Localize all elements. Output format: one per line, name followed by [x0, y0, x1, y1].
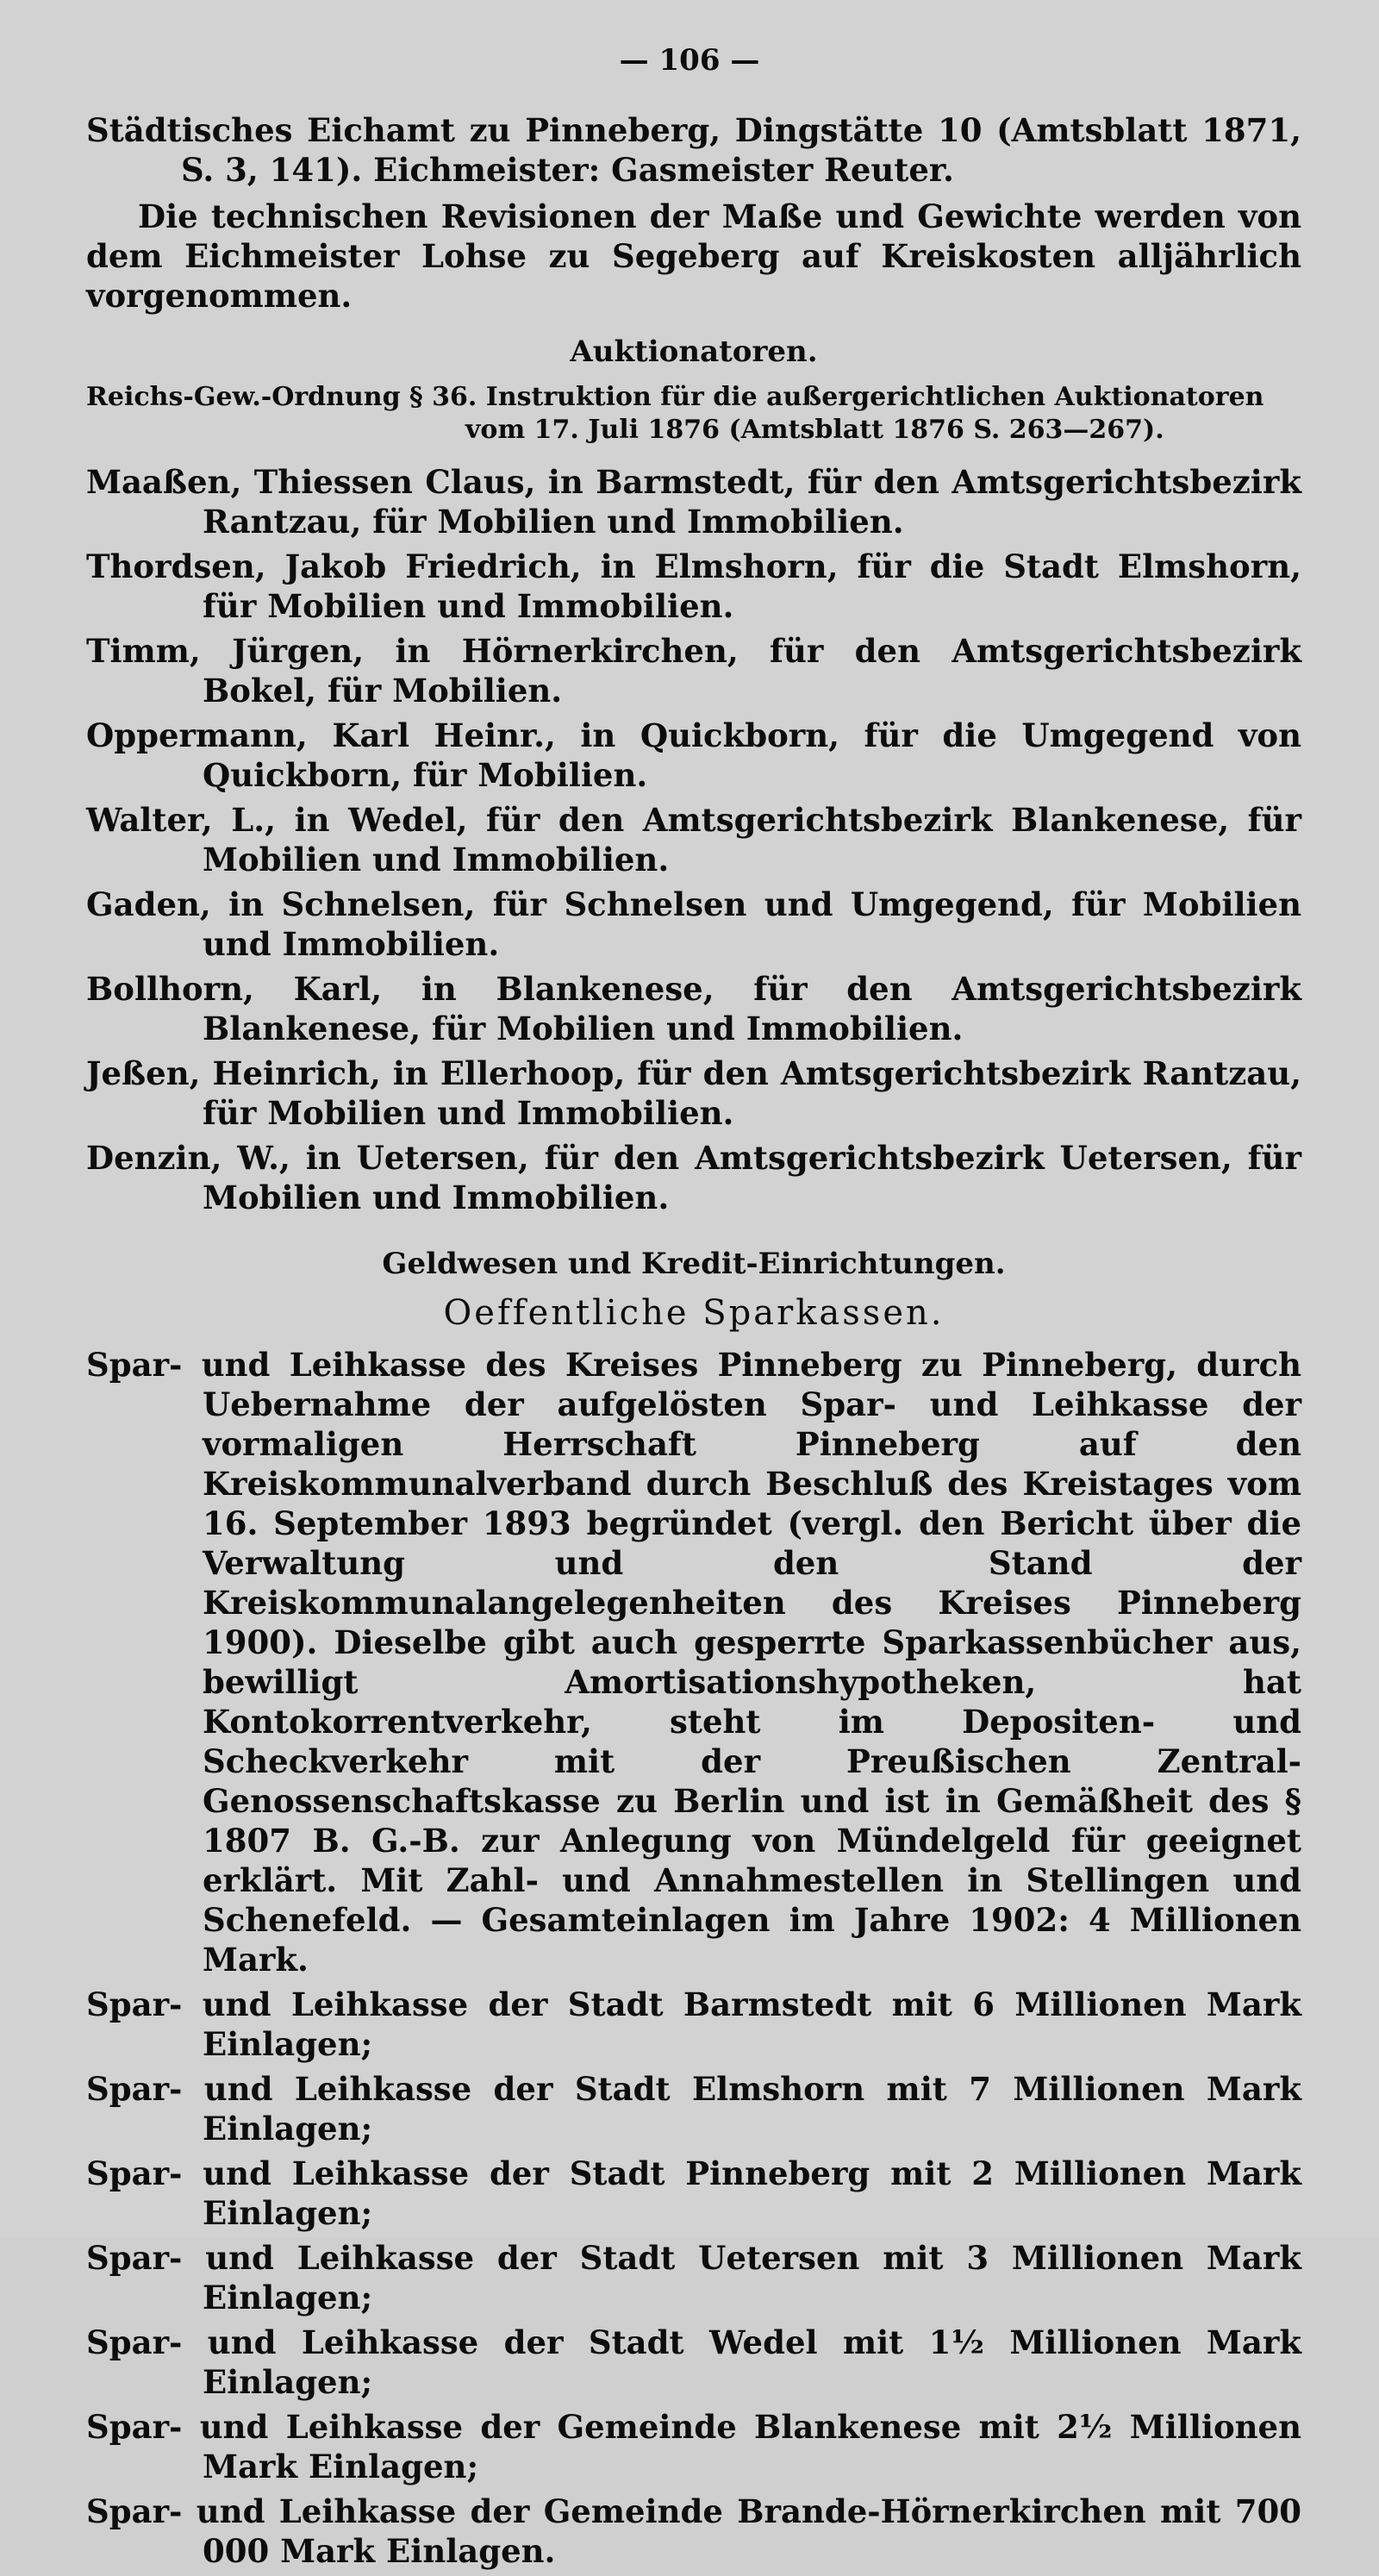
page-content — [86, 110, 1301, 2576]
list-item: Spar- und Leihkasse der Stadt Elmshorn mit 7 Millionen Mark Einlagen; — [86, 2070, 1301, 2148]
list-item: Gaden, in Schnelsen, für Schnelsen und Umgegend, für Mobilien und Immobilien. — [86, 885, 1301, 963]
page-number: — 106 — — [619, 43, 760, 78]
eichamt-entry: Städtisches Eichamt zu Pinneberg, Dingstätte 10 (Amtsblatt 1871, S. 3, 141). Eichmeister: Gasmeister Reuter. — [86, 111, 1301, 189]
kreissparkasse-entry: Spar- und Leihkasse des Kreises Pinneberg zu Pinneberg, durch Uebernahme der aufgelösten Spar- und Leihkasse der vormaligen Herrschaft Pinneberg auf den Kreiskommunalverband durch Beschluß des Kreistages vom 16. September 1893 begründet (vergl. den Bericht über die Verwaltung und den Stand der Kreiskommunalangelegenheiten des Kreises Pinneberg 1900). Dieselbe gibt auch gesperrte Sparkassenbücher aus, bewilligt Amortisationshypotheken, hat Kontokorrentverkehr, steht im Depositen- und Scheckverkehr mit der Preußischen Zentral-Genossenschaftskasse zu Berlin und ist in Gemäßheit des § 1807 B. G.-B. zur Anlegung von Mündelgeld für geeignet erklärt. Mit Zahl- und Annahmestellen in Stellingen und Schenefeld. — Gesamteinlagen im Jahre 1902: 4 Millionen Mark. — [86, 1346, 1301, 1979]
subsection-heading-sparkassen: Oeffentliche Sparkassen. — [443, 1293, 945, 1333]
section-heading-geldwesen: Geldwesen und Kredit-Einrichtungen. — [382, 1247, 1006, 1281]
list-item: Spar- und Leihkasse der Stadt Barmstedt mit 6 Millionen Mark Einlagen; — [86, 1985, 1301, 2063]
list-item: Timm, Jürgen, in Hörnerkirchen, für den Amtsgerichtsbezirk Bokel, für Mobilien. — [86, 632, 1301, 710]
list-item: Bollhorn, Karl, in Blankenese, für den Amtsgerichtsbezirk Blankenese, für Mobilien und Immobilien. — [86, 970, 1301, 1047]
list-item: Spar- und Leihkasse der Gemeinde Brande-Hörnerkirchen mit 700 000 Mark Einlagen. — [86, 2492, 1301, 2570]
eichamt-revision-text: Die technischen Revisionen der Maße und Gewichte werden von dem Eichmeister Lohse zu Segeberg auf Kreiskosten alljährlich vorgenommen. — [86, 197, 1301, 315]
list-item: Jeßen, Heinrich, in Ellerhoop, für den Amtsgerichtsbezirk Rantzau, für Mobilien und Immobilien. — [86, 1054, 1301, 1132]
legal-reference: Reichs-Gew.-Ordnung § 36. Instruktion für die außergerichtlichen Auktionatoren vom 17. Juli 1876 (Amtsblatt 1876 S. 263—267). — [86, 382, 1264, 445]
list-item: Walter, L., in Wedel, für den Amtsgerichtsbezirk Blankenese, für Mobilien und Immobilien. — [86, 801, 1301, 878]
auctioneer-list — [86, 462, 1301, 1217]
list-item: Maaßen, Thiessen Claus, in Barmstedt, für den Amtsgerichtsbezirk Rantzau, für Mobilien und Immobilien. — [86, 463, 1301, 541]
list-item: Oppermann, Karl Heinr., in Quickborn, für die Umgegend von Quickborn, für Mobilien. — [86, 716, 1301, 794]
savings-bank-list — [86, 1985, 1301, 2571]
list-item: Spar- und Leihkasse der Gemeinde Blankenese mit 2½ Millionen Mark Einlagen; — [86, 2408, 1301, 2485]
section-heading-auktionatoren: Auktionatoren. — [570, 335, 818, 369]
list-item: Spar- und Leihkasse der Stadt Pinneberg mit 2 Millionen Mark Einlagen; — [86, 2154, 1301, 2232]
list-item: Denzin, W., in Uetersen, für den Amtsgerichtsbezirk Uetersen, für Mobilien und Immobilien. — [86, 1139, 1301, 1216]
list-item: Spar- und Leihkasse der Stadt Uetersen mit 3 Millionen Mark Einlagen; — [86, 2239, 1301, 2317]
list-item: Spar- und Leihkasse der Stadt Wedel mit 1½ Millionen Mark Einlagen; — [86, 2323, 1301, 2401]
list-item: Thordsen, Jakob Friedrich, in Elmshorn, für die Stadt Elmshorn, für Mobilien und Immobilien. — [86, 547, 1301, 625]
